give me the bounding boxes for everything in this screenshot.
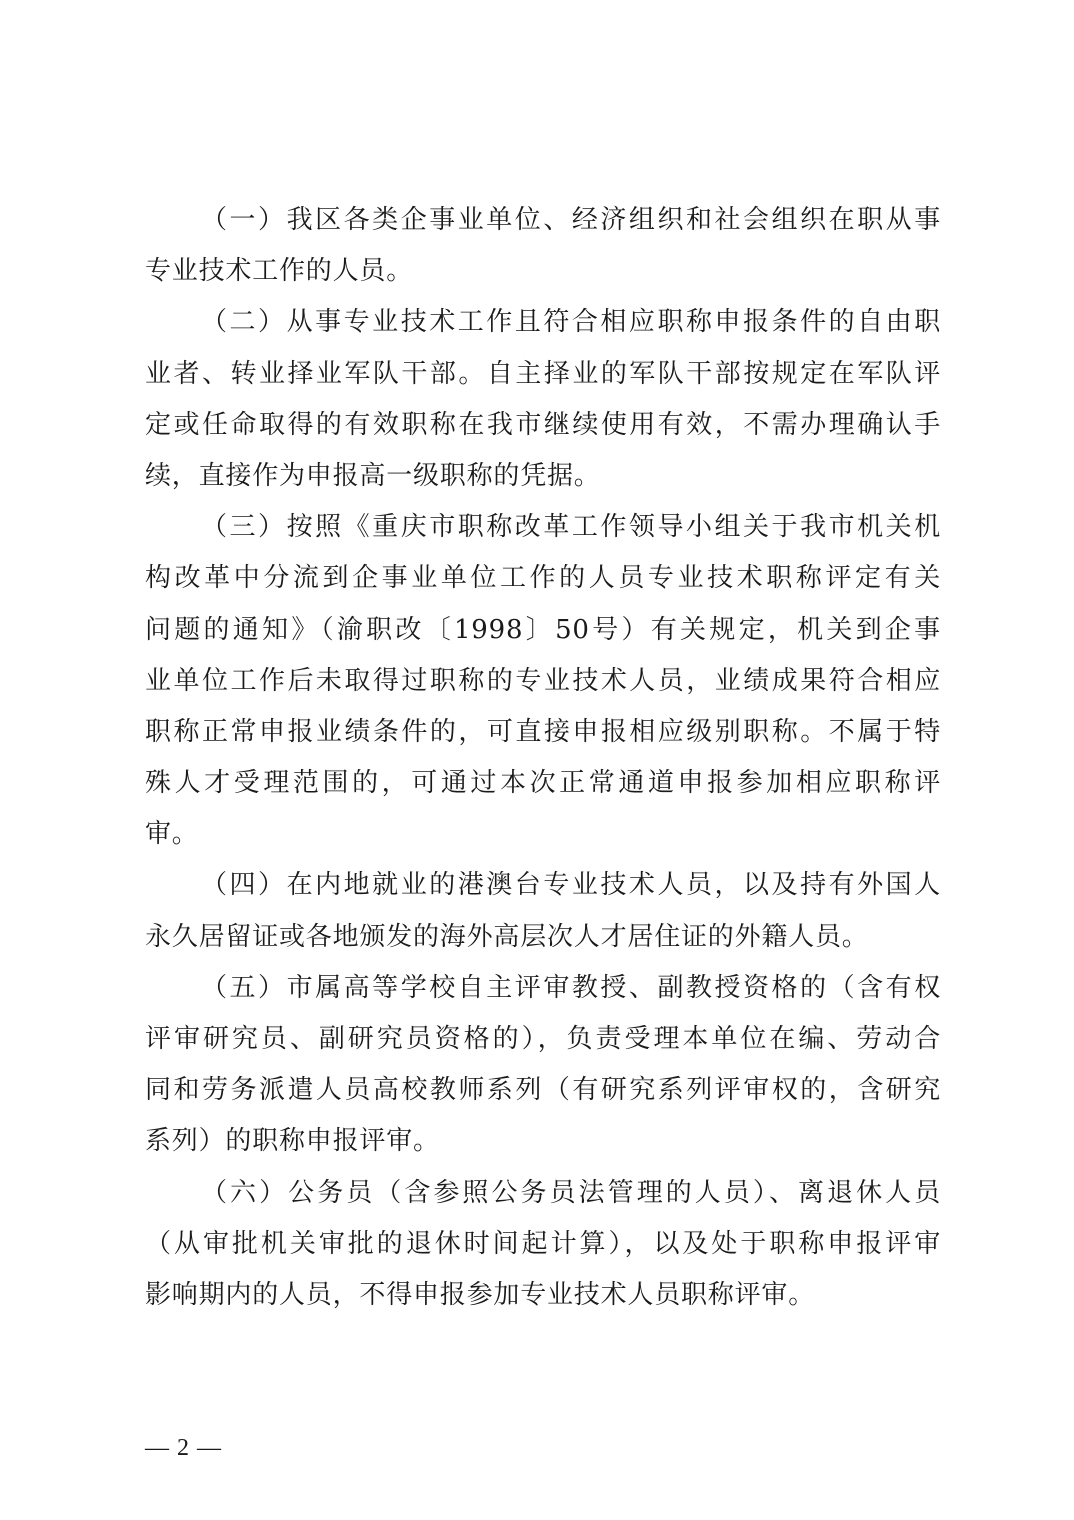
text-line: （从审批机关审批的退休时间起计算），以及处于职称申报评审 [145, 1228, 941, 1259]
text-line: 问题的通知》（渝职改〔1998〕50号）有关规定，机关到企事 [145, 614, 941, 645]
text-line: 审。 [145, 819, 199, 850]
text-line: 永久居留证或各地颁发的海外高层次人才居住证的外籍人员。 [145, 921, 869, 952]
text-line: 专业技术工作的人员。 [145, 256, 414, 287]
text-line: （二）从事专业技术工作且符合相应职称申报条件的自由职 [201, 307, 941, 338]
paragraph-2 [145, 297, 941, 502]
text-line: 定或任命取得的有效职称在我市继续使用有效，不需办理确认手 [145, 409, 941, 440]
text-line: 殊人才受理范围的，可通过本次正常通道申报参加相应职称评 [145, 768, 941, 799]
text-line: （四）在内地就业的港澳台专业技术人员，以及持有外国人 [201, 870, 941, 901]
document-body [145, 195, 941, 1321]
text-line: （五）市属高等学校自主评审教授、副教授资格的（含有权 [201, 972, 941, 1003]
paragraph-3 [145, 502, 941, 860]
text-line: 职称正常申报业绩条件的，可直接申报相应级别职称。不属于特 [145, 716, 941, 747]
paragraph-6 [145, 1168, 941, 1322]
text-line: 影响期内的人员，不得申报参加专业技术人员职称评审。 [145, 1279, 816, 1310]
text-line: （一）我区各类企事业单位、经济组织和社会组织在职从事 [201, 205, 941, 235]
text-line: 系列）的职称申报评审。 [145, 1126, 440, 1157]
text-line: 构改革中分流到企事业单位工作的人员专业技术职称评定有关 [145, 563, 941, 594]
paragraph-4 [145, 860, 941, 962]
paragraph-5 [145, 963, 941, 1168]
text-line: （六）公务员（含参照公务员法管理的人员）、离退休人员 [201, 1177, 941, 1208]
paragraph-1 [145, 195, 941, 297]
text-line: （三）按照《重庆市职称改革工作领导小组关于我市机关机 [201, 512, 941, 543]
text-line: 业者、转业择业军队干部。自主择业的军队干部按规定在军队评 [145, 358, 941, 389]
text-line: 续，直接作为申报高一级职称的凭据。 [145, 460, 601, 491]
text-line: 同和劳务派遣人员高校教师系列（有研究系列评审权的，含研究 [145, 1075, 941, 1106]
text-line: 评审研究员、副研究员资格的），负责受理本单位在编、劳动合 [145, 1024, 941, 1054]
text-line: 业单位工作后未取得过职称的专业技术人员，业绩成果符合相应 [145, 665, 941, 696]
page-number: — 2 — [145, 1435, 222, 1461]
